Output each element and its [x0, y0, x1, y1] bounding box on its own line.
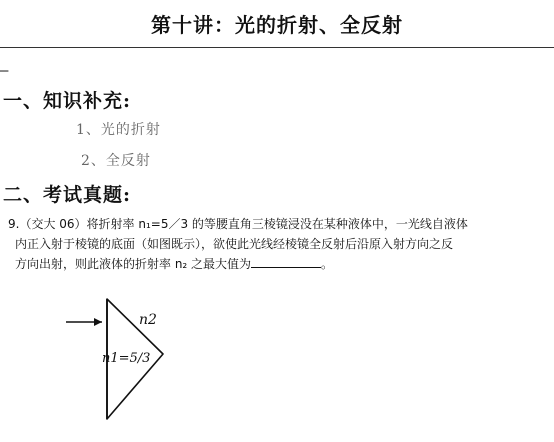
exam-question — [8, 214, 554, 274]
section-heading-exam: 二、考试真题: — [3, 184, 132, 206]
separator-fragment: — — [0, 63, 9, 79]
question-line-2: 内正入射于棱镜的底面（如图既示），欲使此光线经棱镜全反射后沿原入射方向之反 — [15, 237, 454, 251]
question-line-1 — [8, 214, 554, 234]
section-heading-knowledge: 一、知识补充: — [3, 90, 132, 112]
question-text-line-3-end: 。 — [321, 257, 334, 271]
knowledge-item-refraction: 1、光的折射 — [76, 122, 161, 138]
label-n1: n1=5/3 — [102, 351, 151, 366]
question-line-3 — [8, 254, 554, 274]
page-title: 第十讲：光的折射、全反射 — [151, 13, 403, 37]
question-number: 9. — [8, 217, 20, 231]
prism-figure — [56, 292, 180, 442]
knowledge-item-total-reflection: 2、全反射 — [81, 153, 151, 169]
label-n2: n2 — [139, 312, 157, 328]
separator-line — [0, 47, 554, 48]
question-text-line-3: 方向出射，则此液体的折射率 n₂ 之最大值为 — [15, 257, 252, 271]
answer-blank — [251, 256, 321, 268]
question-text-line-1: （交大 06）将折射率 n₁=5／3 的等腰直角三棱镜浸没在某种液体中，一光线自液体 — [19, 217, 468, 231]
figure-background — [56, 292, 180, 442]
prism-diagram — [56, 292, 180, 442]
